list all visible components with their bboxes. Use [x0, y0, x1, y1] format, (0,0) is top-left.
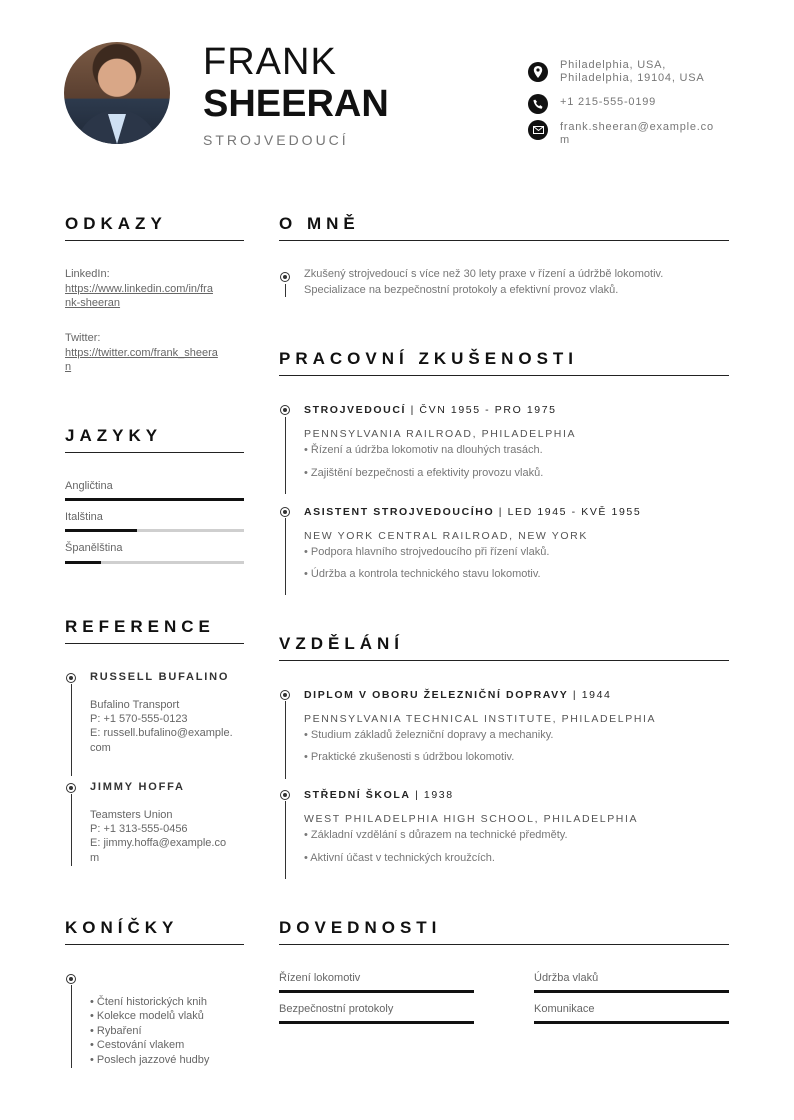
education-bullet: • Studium základů železniční dopravy a mechaniky.: [304, 729, 554, 741]
language-level-bar: [65, 498, 244, 501]
timeline-line: [71, 794, 72, 866]
timeline-line: [285, 284, 286, 297]
timeline-line: [285, 701, 286, 779]
job-position: ASISTENT STROJVEDOUCÍHO: [304, 506, 495, 518]
phone-number: +1 215-555-0199: [560, 96, 657, 108]
email-icon: [528, 120, 548, 140]
email-line-1: frank.sheeran@example.co: [560, 121, 714, 133]
education-heading-line: [304, 789, 454, 801]
timeline-line: [285, 518, 286, 595]
education-school: WEST PHILADELPHIA HIGH SCHOOL, PHILADELPHIA: [304, 813, 639, 825]
language-level-bar: [65, 529, 244, 532]
job-company: PENNSYLVANIA RAILROAD, PHILADELPHIA: [304, 428, 577, 440]
hobby-item: • Poslech jazzové hudby: [90, 1054, 210, 1066]
education-bullet: • Praktické zkušenosti s údržbou lokomotiv.: [304, 751, 515, 763]
hobbies-heading: KONÍČKY: [65, 918, 244, 945]
first-name: FRANK: [203, 41, 337, 83]
timeline-marker-icon: [280, 507, 290, 517]
education-heading-line: [304, 689, 612, 701]
education-bullet: • Aktivní účast v technických kroužcích.: [304, 852, 495, 864]
job-heading: [304, 506, 641, 518]
reference-phone: P: +1 313-555-0456: [90, 823, 188, 835]
skill-name: Řízení lokomotiv: [279, 972, 361, 984]
job-bullet: • Údržba a kontrola technického stavu lokomotiv.: [304, 568, 541, 580]
education-bullet: • Základní vzdělání s důrazem na technické předměty.: [304, 829, 568, 841]
job-bullet: • Řízení a údržba lokomotiv na dlouhých trasách.: [304, 444, 543, 456]
education-heading: VZDĚLÁNÍ: [279, 634, 729, 661]
location-pin-icon: [528, 62, 548, 82]
timeline-marker-icon: [66, 783, 76, 793]
education-school: PENNSYLVANIA TECHNICAL INSTITUTE, PHILADELPHIA: [304, 713, 657, 725]
reference-email: E: russell.bufalino@example.: [90, 727, 233, 739]
address-line-2: Philadelphia, 19104, USA: [560, 72, 705, 84]
skill-level-bar: [279, 1021, 474, 1024]
timeline-line: [285, 417, 286, 494]
job-bullet: • Podpora hlavního strojvedoucího při řízení vlaků.: [304, 546, 550, 558]
language-name: Angličtina: [65, 480, 113, 492]
language-name: Italština: [65, 511, 103, 523]
education-degree: STŘEDNÍ ŠKOLA: [304, 789, 411, 801]
education-year: | 1938: [410, 789, 454, 801]
skill-level-bar: [534, 990, 729, 993]
reference-name: RUSSELL BUFALINO: [90, 671, 230, 683]
experience-heading: PRACOVNÍ ZKUŠENOSTI: [279, 349, 729, 376]
hobby-item: • Cestování vlakem: [90, 1039, 185, 1051]
twitter-label: Twitter:: [65, 332, 101, 344]
skill-name: Komunikace: [534, 1003, 595, 1015]
linkedin-link[interactable]: https://www.linkedin.com/in/fra: [65, 283, 213, 295]
education-degree: DIPLOM V OBORU ŽELEZNIČNÍ DOPRAVY: [304, 689, 569, 701]
job-position: STROJVEDOUCÍ: [304, 404, 407, 416]
skill-level-bar: [279, 990, 474, 993]
timeline-marker-icon: [280, 405, 290, 415]
twitter-link-cont[interactable]: n: [65, 361, 72, 373]
skill-name: Údržba vlaků: [534, 972, 599, 984]
hobby-item: • Rybaření: [90, 1025, 142, 1037]
references-heading: REFERENCE: [65, 617, 244, 644]
about-text-line: Specializace na bezpečnostní protokoly a efektivní provoz vlaků.: [304, 284, 619, 296]
address-line-1: Philadelphia, USA,: [560, 59, 667, 71]
job-period: | LED 1945 - KVĚ 1955: [494, 506, 642, 518]
email-line-2: m: [560, 134, 570, 146]
job-company: NEW YORK CENTRAL RAILROAD, NEW YORK: [304, 530, 588, 542]
timeline-marker-icon: [66, 673, 76, 683]
hobby-item: • Čtení historických knih: [90, 996, 207, 1008]
job-bullet: • Zajištění bezpečnosti a efektivity provozu vlaků.: [304, 467, 544, 479]
skill-level-bar: [534, 1021, 729, 1024]
about-heading: O MNĚ: [279, 214, 729, 241]
language-level-bar: [65, 561, 244, 564]
last-name: SHEERAN: [203, 83, 389, 125]
language-name: Španělština: [65, 542, 123, 554]
timeline-line: [71, 684, 72, 776]
skill-name: Bezpečnostní protokoly: [279, 1003, 394, 1015]
job-title: STROJVEDOUCÍ: [203, 132, 349, 148]
timeline-line: [285, 801, 286, 879]
timeline-marker-icon: [66, 974, 76, 984]
job-heading: [304, 404, 557, 416]
timeline-marker-icon: [280, 790, 290, 800]
languages-heading: JAZYKY: [65, 426, 244, 453]
timeline-line: [71, 985, 72, 1068]
timeline-marker-icon: [280, 272, 290, 282]
about-text-line: Zkušený strojvedoucí s více než 30 lety praxe v řízení a údržbě lokomotiv.: [304, 268, 664, 280]
reference-company: Teamsters Union: [90, 809, 173, 821]
hobby-item: • Kolekce modelů vlaků: [90, 1010, 204, 1022]
reference-name: JIMMY HOFFA: [90, 781, 185, 793]
skills-heading: DOVEDNOSTI: [279, 918, 729, 945]
reference-phone: P: +1 570-555-0123: [90, 713, 188, 725]
reference-company: Bufalino Transport: [90, 699, 180, 711]
reference-email-cont: m: [90, 852, 100, 864]
links-heading: ODKAZY: [65, 214, 244, 241]
job-period: | ČVN 1955 - PRO 1975: [406, 404, 557, 416]
education-year: | 1944: [568, 689, 612, 701]
phone-icon: [528, 94, 548, 114]
reference-email: E: jimmy.hoffa@example.co: [90, 837, 227, 849]
linkedin-label: LinkedIn:: [65, 268, 110, 280]
reference-email-cont: com: [90, 742, 111, 754]
profile-photo: [64, 42, 170, 144]
linkedin-link-cont[interactable]: nk-sheeran: [65, 297, 121, 309]
timeline-marker-icon: [280, 690, 290, 700]
twitter-link[interactable]: https://twitter.com/frank_sheera: [65, 347, 218, 359]
